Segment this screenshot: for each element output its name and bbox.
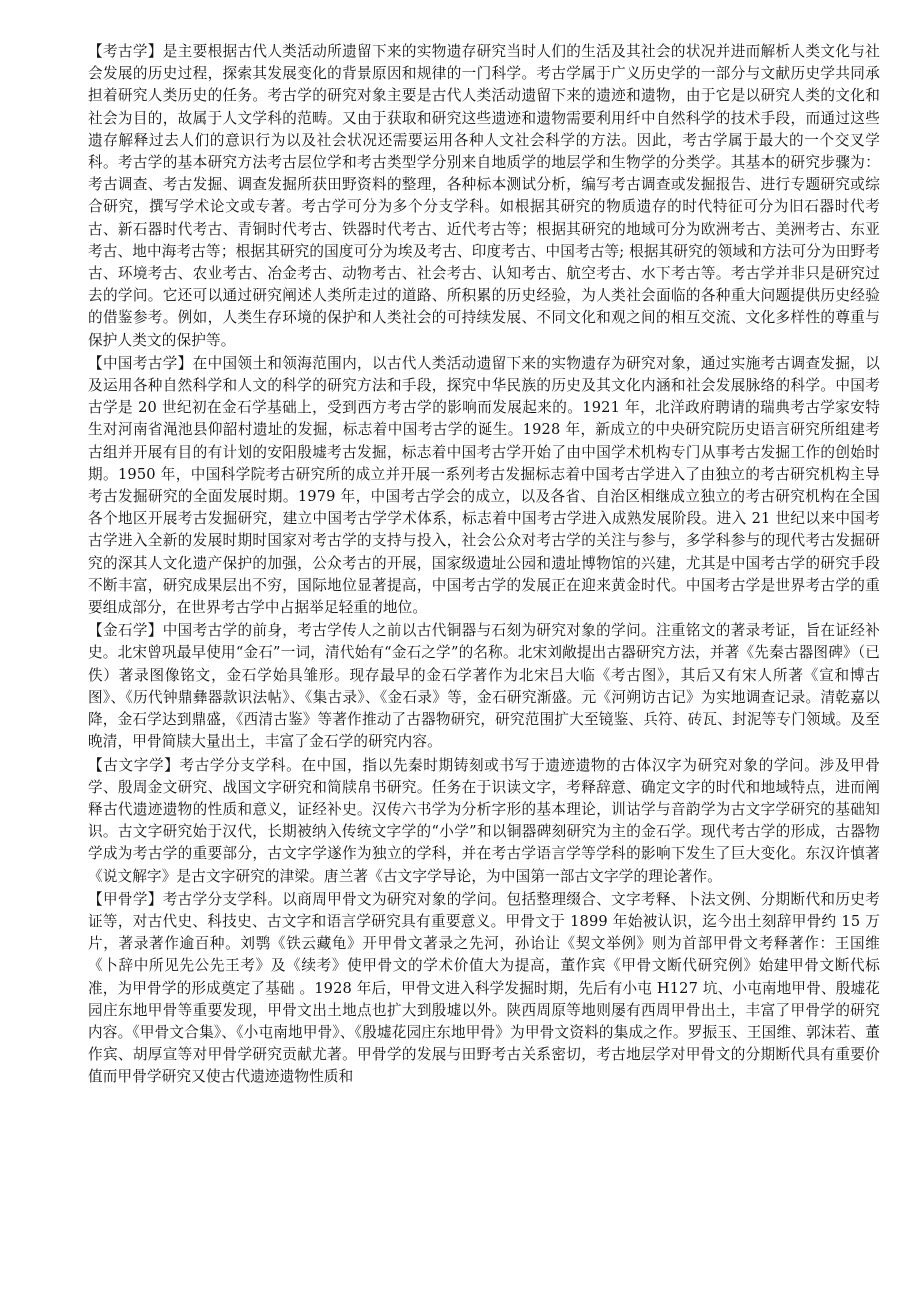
entry-chinese-archaeology (88, 353, 880, 619)
entry-term: 【金石学】 (88, 622, 163, 640)
entry-term: 【古文字学】 (88, 756, 180, 774)
entry-term: 【考古学】 (88, 43, 163, 60)
entry-text: 考古学分支学科。以商周甲骨文为研究对象的学问。包括整理缀合、文字考释、卜法文例、分期断代和历史考证等，对古代史、科技史、古文字和语言学研究具有重要意义。甲骨文于 1899 年始被认识，迄今出土刻辞甲骨约 15 万片，著录著作逾百种。刘鹗《铁云藏龟》开甲骨文著录之先河，孙诒让《契文举例》则为首部甲骨文考释著作：王国维《卜辞中所见先公先王考》及《续考》使甲骨文的学术价值大为提高，董作宾《甲骨文断代研究例》始建甲骨文断代标准，为甲骨学的形成奠定了基础 。1928 年后，甲骨文进入科学发掘时期，先后有小屯 H127 坑、小屯南地甲骨、殷墟花园庄东地甲骨等重要发现，甲骨文出土地点也扩大到殷墟以外。陕西周原等地则屡有西周甲骨出土，丰富了甲骨学的研究内容。《甲骨文合集》、《小屯南地甲骨》、《殷墟花园庄东地甲骨》为甲骨文资料的集成之作。罗振玉、王国维、郭沫若、董作宾、胡厚宣等对甲骨学研究贡献尤著。甲骨学的发展与田野考古关系密切，考古地层学对甲骨文的分期断代具有重要价值而甲骨学研究又使古代遗迹遗物性质和 (88, 890, 880, 1086)
entry-term: 【中国考古学】 (88, 354, 193, 372)
document-page (88, 41, 880, 1090)
entry-paleography (88, 755, 880, 888)
entry-text: 是主要根据古代人类活动所遗留下来的实物遗存研究当时人们的生活及其社会的状况并进而解析人类文化与社会发展的历史过程，探索其发展变化的背景原因和规律的一门科学。考古学属于广义历史学的一部分与文献历史学共同承担着研究人类历史的任务。考古学的研究对象主要是古代人类活动遗留下来的遗迹和遗物，由于它是以研究人类的文化和社会为目的，故属于人文学科的范畴。又由于获取和研究这些遗迹和遗物需要利用纤中自然科学的技术手段，而通过这些遗存解释过去人们的意识行为以及社会状况还需要运用各种人文社会科学的方法。因此，考古学属于最大的一个交叉学科。考古学的基本研究方法考古层位学和考古类型学分别来自地质学的地层学和生物学的分类学。其基本的研究步骤为：考古调查、考古发掘、调查发掘所获田野资料的整理，各种标本测试分析，编写考古调查或发掘报告、进行专题研究或综合研究，撰写学术论文或专著。考古学可分为多个分支学科。如根据其研究的物质遗存的时代特征可分为旧石器时代考古、新石器时代考古、青铜时代考古、铁器时代考古、近代考古等；根据其研究的地域可分为欧洲考古、美洲考古、东亚考古、地中海考古等；根据其研究的国度可分为埃及考古、印度考古、中国考古等; 根据其研究的领域和方法可分为田野考古、环境考古、农业考古、冶金考古、动物考古、社会考古、认知考古、航空考古、水下考古等。考古学并非只是研究过去的学问。它还可以通过研究阐述人类所走过的道路、所积累的历史经验，为人类社会面临的各种重大问题提供历史经验的借鉴参考。例如，人类生存环境的保护和人类社会的可持续发展、不同文化和观之间的相互交流、文化多样性的尊重与保护人类文的保护等。 (88, 43, 880, 349)
entry-text: 考古学分支学科。在中国，指以先秦时期铸刻或书写于遗迹遗物的古体汉字为研究对象的学问。涉及甲骨学、殷周金文研究、战国文字研究和简牍帛书研究。任务在于识读文字，考释辞意、确定文字的时代和地域特点，进而阐释古代遗迹遗物的性质和意义，证经补史。汉传六书学为分析字形的基本理论，训诂学与音韵学为古文字学研究的基础知识。古文字研究始于汉代，长期被纳入传统文字学的“小学”和以铜器碑刻研究为主的金石学。现代考古学的形成，古器物学成为考古学的重要部分，古文字学遂作为独立的学科，并在考古学语言学等学科的影响下发生了巨大变化。东汉许慎著《说文解字》是古文字研究的津梁。唐兰著《古文字学导论，为中国第一部古文字学的理论著作。 (88, 756, 881, 885)
entry-oracle-bone-studies (88, 889, 880, 1089)
entry-archaeology (88, 41, 880, 352)
entry-text: 中国考古学的前身，考古学传人之前以古代铜器与石刻为研究对象的学问。注重铭文的著录考证，旨在证经补史。北宋曾巩最早使用“金石”一词，清代始有“金石之学”的名称。北宋刘敞提出古器研究方法，并著《先秦古器图碑》（已佚）著录图像铭文，金石学始具雏形。现存最早的金石学著作为北宋吕大临《考古图》，其后又有宋人所著《宣和博古图》、《历代钟鼎彝器款识法帖》、《集古录》、《金石录》等，金石研究渐盛。元《河朔访古记》为实地调查记录。清乾嘉以降，金石学达到鼎盛，《西清古鉴》等著作推动了古器物研究，研究范围扩大至镜鉴、兵符、砖瓦、封泥等专门领域。及至晚清，甲骨简牍大量出土，丰富了金石学的研究内容。 (88, 622, 880, 751)
entry-epigraphy (88, 620, 880, 753)
entry-text: 在中国领土和领海范围内，以古代人类活动遗留下来的实物遗存为研究对象，通过实施考古调查发掘，以及运用各种自然科学和人文的科学的研究方法和手段，探究中华民族的历史及其文化内涵和社会发展脉络的科学。中国考古学是 20 世纪初在金石学基础上，受到西方考古学的影响而发展起来的。1921 年，北洋政府聘请的瑞典考古学家安特生对河南省渑池县仰韶村遗址的发掘，标志着中国考古学的诞生。1928 年，新成立的中央研究院历史语言研究所组建考古组并开展有目的有计划的安阳殷墟考古发掘，标志着中国考古学开始了由中国学术机构专门从事考古发掘工作的创始时期。1950 年，中国科学院考古研究所的成立并开展一系列考古发掘标志着中国考古学进入了由独立的考古研究机构主导考古发掘研究的全面发展时期。1979 年，中国考古学会的成立，以及各省、自治区相继成立独立的考古研究机构在全国各个地区开展考古发掘研究，建立中国考古学学术体系，标志着中国考古学进入成熟发展阶段。进入 21 世纪以来中国考古学进入全新的发展时期时国家对考古学的支持与投入，社会公众对考古学的关注与参与，多学科参与的现代考古发掘研究的深其人文化遗产保护的加强，公众考古的开展，国家级遗址公园和遗址博物馆的兴建，尤其是中国考古学的研究手段不断丰富，研究成果层出不穷，国际地位显著提高，中国考古学的发展正在迎来黄金时代。中国考古学是世界考古学的重要组成部分，在世界考古学中占据举足轻重的地位。 (88, 354, 880, 617)
entry-term: 【甲骨学】 (88, 890, 163, 908)
